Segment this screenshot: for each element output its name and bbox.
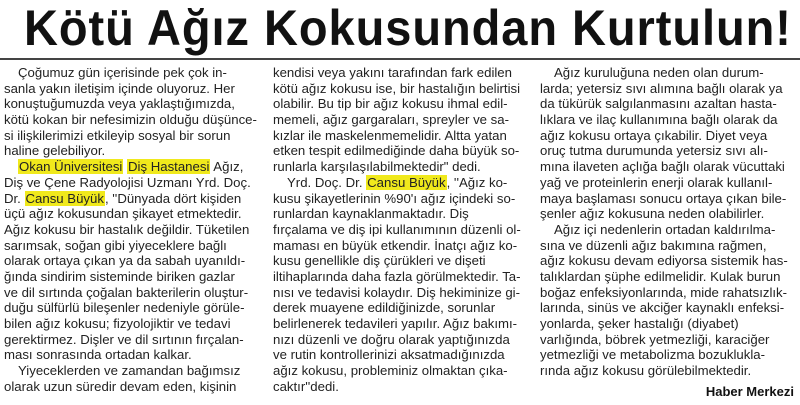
text-segment: nısı ve tedavisi kolaydır. Diş hekiminize gi- bbox=[273, 284, 520, 300]
text-segment: larda; yetersiz sıvı alımına bağlı olarak ya bbox=[540, 80, 783, 96]
text-line bbox=[273, 112, 541, 128]
text-line bbox=[540, 159, 798, 175]
text-segment: Ağız kokusu bir hastalık değildir. Tüketilen bbox=[4, 221, 250, 237]
text-line bbox=[4, 175, 262, 191]
text-line bbox=[540, 363, 798, 379]
text-line bbox=[540, 253, 798, 269]
text-segment: da tükürük salgılanmasını azaltan hasta- bbox=[540, 96, 777, 112]
text-line bbox=[273, 222, 541, 238]
text-segment: lıklara ve ilaç kullanımına bağlı olarak da bbox=[540, 112, 778, 128]
text-segment: nızı düzenli ve doğru olarak yaptığınızda bbox=[273, 331, 510, 347]
text-line bbox=[4, 253, 262, 269]
text-segment: , ''Dünyada dört kişiden bbox=[104, 190, 242, 206]
text-line bbox=[4, 96, 262, 112]
text-line bbox=[540, 191, 798, 207]
text-line bbox=[4, 222, 262, 238]
text-line bbox=[4, 379, 262, 395]
text-line bbox=[273, 316, 541, 332]
article-column-2 bbox=[273, 65, 541, 394]
text-line bbox=[4, 81, 262, 97]
text-segment: konuştuğumuzda veya yaklaştığımızda, bbox=[4, 96, 235, 112]
text-segment: olarak ortaya çıkan ya da sabah uyanıldı- bbox=[4, 253, 246, 269]
text-segment: larında, sinüs ve akciğer kaynaklı enfeksi- bbox=[540, 300, 785, 316]
text-segment: Ağız, bbox=[210, 159, 244, 175]
text-segment: olarak uzun süredir devam eden, kişinin bbox=[4, 378, 237, 394]
highlighted-name: Cansu Büyük bbox=[367, 174, 446, 190]
text-segment: Diş ve Çene Radyolojisi Uzmanı Yrd. Doç. bbox=[4, 174, 251, 190]
text-segment: haline gelebiliyor. bbox=[4, 143, 106, 159]
text-segment: kusu şikayetlerinin %90'ı ağız içindeki so- bbox=[273, 190, 516, 206]
text-segment: kötü ağız kokusu ise, bir hastalığın belirtisi bbox=[273, 80, 521, 96]
text-line bbox=[4, 65, 262, 81]
text-line bbox=[4, 347, 262, 363]
text-segment: maya başlaması sonucu ortaya çıkan bile- bbox=[540, 190, 787, 206]
article-column-3 bbox=[540, 65, 798, 379]
text-line bbox=[273, 285, 541, 301]
text-segment: memeli, ağız gargaraları, spreyler ve sa- bbox=[273, 112, 509, 128]
text-segment: ağız kokusu, probleminiz olmaktan çıka- bbox=[273, 363, 508, 379]
text-line bbox=[540, 300, 798, 316]
text-segment: Yrd. Doç. Dr. bbox=[287, 174, 367, 190]
text-line bbox=[540, 269, 798, 285]
text-line bbox=[273, 159, 541, 175]
text-segment: olabilir. Bu tip bir ağız kokusu ihmal edil- bbox=[273, 96, 508, 112]
text-segment: talıklardan şüphe edilmelidir. Kulak burun bbox=[540, 268, 781, 284]
text-line bbox=[273, 81, 541, 97]
text-segment: maması en büyük etkendir. İnatçı ağız ko- bbox=[273, 237, 518, 253]
text-segment: oruç tutma durumunda yetersiz sıvı alı- bbox=[540, 143, 768, 159]
text-line bbox=[4, 112, 262, 128]
text-line bbox=[273, 191, 541, 207]
text-segment: fırçalama ve diş ipi kullanımının düzenli ol- bbox=[273, 221, 521, 237]
text-line bbox=[4, 316, 262, 332]
text-segment: sına ve düzenli ağız bakımına rağmen, bbox=[540, 237, 767, 253]
text-segment: ve dil sırtında çoğalan bakterilerin oluştur- bbox=[4, 284, 249, 300]
text-line bbox=[273, 347, 541, 363]
text-line bbox=[273, 65, 541, 81]
text-line bbox=[273, 253, 541, 269]
text-segment: yonlarda, şeker hastalığı (diyabet) bbox=[540, 316, 739, 331]
text-segment: runlardan kaynaklanmaktadır. Diş bbox=[273, 206, 469, 222]
text-segment: üçü ağız kokusundan şikayet etmektedir. bbox=[4, 206, 242, 222]
byline-signature: Haber Merkezi bbox=[705, 384, 794, 399]
text-line bbox=[4, 159, 262, 175]
text-segment: ve rutin kontrollerinizi aksatmadığınızda bbox=[273, 347, 505, 363]
text-segment: duğu sülfürlü bileşenler nedeniyle görüle- bbox=[4, 300, 245, 316]
text-line bbox=[4, 238, 262, 254]
text-segment: gerektirmez. Dişler ve dil sırtının fırçalan- bbox=[4, 331, 244, 347]
headline-divider bbox=[0, 58, 800, 60]
text-segment: etken tespit edilmediğinde daha büyük so- bbox=[273, 143, 520, 159]
text-segment: Ağız içi nedenlerin ortadan kaldırılma- bbox=[554, 221, 776, 237]
text-line bbox=[4, 332, 262, 348]
text-line bbox=[4, 300, 262, 316]
text-line bbox=[540, 238, 798, 254]
text-line bbox=[540, 96, 798, 112]
text-segment: kendisi veya yakını tarafından fark edilen bbox=[273, 65, 512, 80]
text-segment: runlarla karşılaşılabilmektedir" dedi. bbox=[273, 159, 481, 175]
text-segment: , ''Ağız ko- bbox=[446, 174, 508, 190]
text-segment: ağız kokusu ortaya çıkabilir. Diyet veya bbox=[540, 127, 768, 143]
text-segment: ması sonrasında ortadan kalkar. bbox=[4, 347, 192, 363]
highlighted-name: Okan Üniversitesi bbox=[19, 159, 123, 175]
text-segment: Yiyeceklerden ve zamandan bağımsız bbox=[18, 363, 241, 379]
text-segment: Dr. bbox=[4, 190, 25, 206]
text-line bbox=[540, 112, 798, 128]
text-line bbox=[540, 143, 798, 159]
text-segment: ağız kokusu devam ediyorsa sistemik has- bbox=[540, 253, 788, 269]
text-segment: şenler ağız kokusuna neden olabilirler. bbox=[540, 206, 765, 222]
text-segment: Çoğumuz gün içerisinde pek çok in- bbox=[18, 65, 227, 80]
text-segment: rında ağız kokusu görülebilmektedir. bbox=[540, 363, 752, 379]
text-line bbox=[540, 206, 798, 222]
text-line bbox=[273, 332, 541, 348]
text-line bbox=[540, 175, 798, 191]
text-segment: yağ ve proteinlerin enerji olarak kullanıl- bbox=[540, 174, 773, 190]
text-line bbox=[273, 379, 541, 395]
text-line bbox=[4, 143, 262, 159]
text-segment: boğaz enfeksiyonlarında, mide rahatsızlık- bbox=[540, 284, 788, 300]
text-line bbox=[540, 128, 798, 144]
text-line bbox=[4, 206, 262, 222]
text-segment: kızlar ile maskelenmemelidir. Altta yatan bbox=[273, 127, 507, 143]
highlighted-name: Diş Hastanesi bbox=[128, 159, 210, 175]
text-segment: mına ilaveten açlığa bağlı olarak vücuttaki bbox=[540, 159, 785, 175]
text-segment: kötü kokan bir nefesimizin olduğu düşünce- bbox=[4, 112, 257, 128]
text-segment: ğında sindirim sisteminde biriken gazlar bbox=[4, 268, 235, 284]
text-line bbox=[4, 363, 262, 379]
highlighted-name: Cansu Büyük bbox=[25, 190, 104, 206]
text-segment: sanla yakın iletişim içinde oluyoruz. Her bbox=[4, 80, 235, 96]
text-line bbox=[273, 175, 541, 191]
text-line bbox=[273, 128, 541, 144]
text-line bbox=[4, 285, 262, 301]
text-line bbox=[273, 238, 541, 254]
text-segment: belirlenerek tedavileri yapılır. Ağız bakımı- bbox=[273, 316, 518, 331]
text-line bbox=[540, 285, 798, 301]
text-line bbox=[540, 332, 798, 348]
text-line bbox=[273, 96, 541, 112]
text-segment: caktır''dedi. bbox=[273, 378, 339, 394]
text-line bbox=[273, 206, 541, 222]
text-line bbox=[273, 143, 541, 159]
text-line bbox=[540, 347, 798, 363]
text-line bbox=[4, 191, 262, 207]
text-segment: sarımsak, soğan gibi yiyeceklere bağlı bbox=[4, 237, 227, 253]
text-line bbox=[273, 300, 541, 316]
text-segment: iltihaplarında daha fazla görülmektedir. Ta- bbox=[273, 268, 521, 284]
text-segment: varlığında, böbrek yetmezliği, karaciğer bbox=[540, 331, 770, 347]
text-segment: bilen ağız kokusu; fizyolojiktir ve tedavi bbox=[4, 316, 231, 331]
text-line bbox=[540, 222, 798, 238]
text-line bbox=[273, 363, 541, 379]
text-line bbox=[4, 128, 262, 144]
text-line bbox=[540, 316, 798, 332]
article-column-1 bbox=[4, 65, 262, 394]
text-segment: kusu genellikle diş çürükleri ve dişeti bbox=[273, 253, 486, 269]
text-segment: Ağız kuruluğuna neden olan durum- bbox=[554, 65, 764, 80]
text-line bbox=[273, 269, 541, 285]
text-segment: si ilişkilerimizi etkileyip sosyal bir sorun bbox=[4, 127, 231, 143]
text-segment: derek muayene edildiğinizde, sorunlar bbox=[273, 300, 496, 316]
text-line bbox=[4, 269, 262, 285]
text-line bbox=[540, 65, 798, 81]
headline: Kötü Ağız Kokusundan Kurtulun! bbox=[24, 0, 792, 56]
text-line bbox=[540, 81, 798, 97]
text-segment: yetmezliği ve metabolizma bozuklukla- bbox=[540, 347, 766, 363]
